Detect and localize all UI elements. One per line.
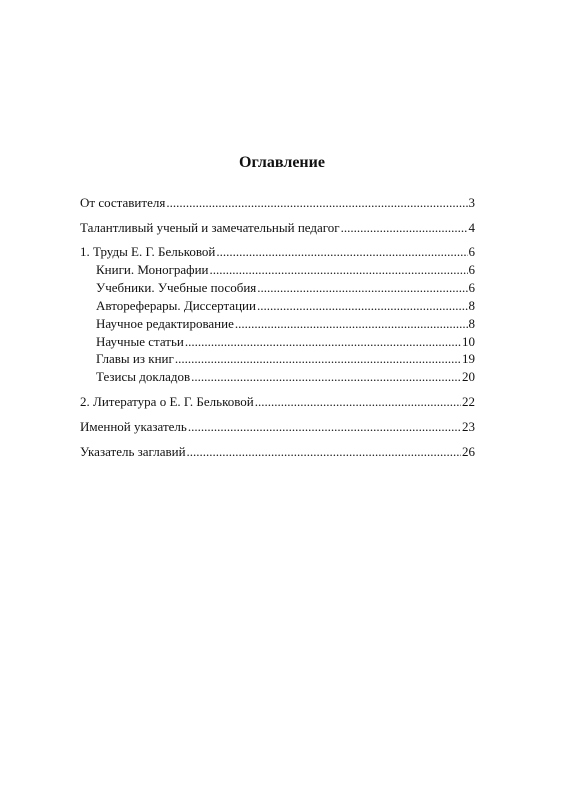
toc-entry-page: 8 — [468, 298, 475, 313]
toc-entry-page: 19 — [462, 351, 475, 366]
dot-leader — [216, 243, 467, 260]
dot-leader — [210, 261, 468, 278]
toc-entry-label: От составителя — [80, 195, 166, 210]
dot-leader — [257, 297, 468, 314]
toc-entry-label: Указатель заглавий — [80, 444, 186, 459]
toc-entry-works — [80, 243, 475, 260]
toc-subentry-textbooks — [96, 279, 475, 296]
page-title: Оглавление — [239, 154, 325, 171]
toc-entry-label: Тезисы докладов — [96, 369, 191, 384]
toc-entry-label: Автореферары. Диссертации — [96, 298, 256, 313]
toc-entry-page: 6 — [468, 280, 475, 295]
toc-entry-page: 10 — [462, 334, 475, 349]
toc-subentry-chapters — [96, 350, 475, 367]
dot-leader — [191, 368, 461, 385]
toc-entry-page: 26 — [462, 444, 475, 459]
toc-entry-page: 8 — [468, 316, 475, 331]
toc-subentry-articles — [96, 333, 475, 350]
toc-entry-page: 4 — [468, 220, 475, 235]
toc-entry-talented-scientist — [80, 219, 475, 236]
toc-entry-label: Учебники. Учебные пособия — [96, 280, 257, 295]
toc-entry-page: 22 — [462, 394, 475, 409]
toc-entry-label: Именной указатель — [80, 419, 187, 434]
toc-entry-label: 1. Труды Е. Г. Бельковой — [80, 244, 216, 259]
dot-leader — [188, 418, 461, 435]
toc-entry-label: Научное редактирование — [96, 316, 234, 331]
dot-leader — [175, 350, 461, 367]
dot-leader — [255, 393, 461, 410]
toc-entry-title-index — [80, 443, 475, 460]
toc-entry-label: Научные статьи — [96, 334, 184, 349]
dot-leader — [235, 315, 468, 332]
toc-entry-label: Книги. Монографии — [96, 262, 209, 277]
dot-leader — [257, 279, 467, 296]
toc-entry-literature — [80, 393, 475, 410]
toc-subentry-theses — [96, 368, 475, 385]
toc-entry-page: 20 — [462, 369, 475, 384]
toc-subentry-editing — [96, 315, 475, 332]
toc-entry-page: 3 — [468, 195, 475, 210]
toc-entry-label: Талантливый ученый и замечательный педагог — [80, 220, 340, 235]
toc-subentry-books — [96, 261, 475, 278]
toc-entry-page: 6 — [468, 262, 475, 277]
dot-leader — [187, 443, 461, 460]
toc-entry-page: 23 — [462, 419, 475, 434]
dot-leader — [341, 219, 468, 236]
toc-entry-from-compiler — [80, 194, 475, 211]
toc-entry-label: 2. Литература о Е. Г. Бельковой — [80, 394, 254, 409]
dot-leader — [166, 194, 467, 211]
toc-entry-page: 6 — [468, 244, 475, 259]
toc-entry-label: Главы из книг — [96, 351, 174, 366]
dot-leader — [185, 333, 461, 350]
toc-subentry-abstracts — [96, 297, 475, 314]
toc-entry-name-index — [80, 418, 475, 435]
